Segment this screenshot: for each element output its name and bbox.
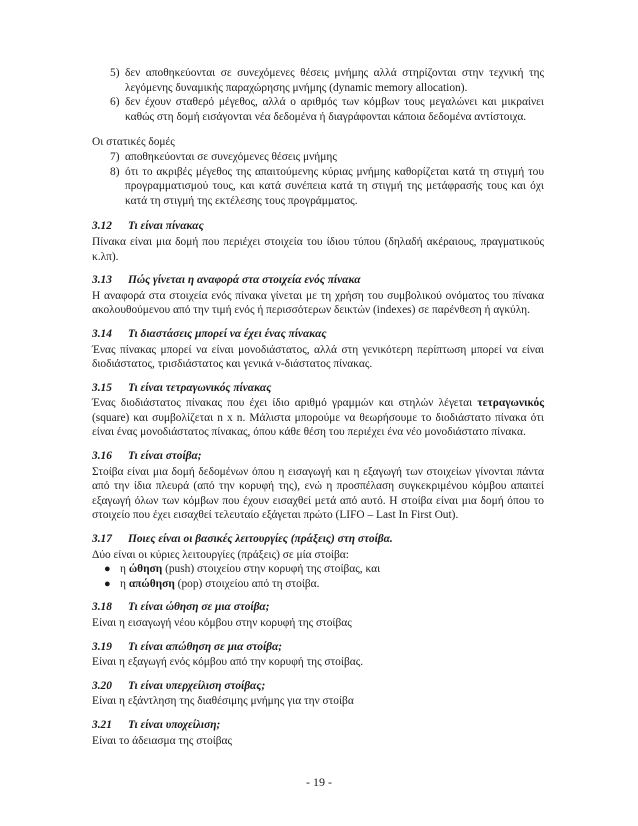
bullet-text: η [120,563,129,576]
section-body: Είναι η εξάντληση της διαθέσιμης μνήμης για την στοίβα [92,695,354,708]
section-title: Πώς γίνεται η αναφορά στα στοιχεία ενός πίνακα [128,274,361,287]
section-number: 3.13 [92,274,112,287]
section-number: 3.17 [92,533,112,546]
list-item [92,95,544,124]
section-title: Τι είναι υπερχείλιση στοίβας; [128,679,266,692]
bullet-dot-icon: ● [104,577,111,590]
section-body: Είναι η εξαγωγή ενός κόμβου από την κορυφή της στοίβας. [92,656,364,669]
section-heading [92,327,544,342]
list-number: 7) [110,150,120,163]
section-heading [92,640,544,655]
section-heading [92,219,544,234]
list-text: δεν έχουν σταθερό μέγεθος, αλλά ο αριθμός των κόμβων τους μεγαλώνει και μικραίνει καθώς στη δομή εισάγονται νέα δεδομένα ή διαγράφονται κάποια δεδομένα αντίστοιχα. [125,96,544,123]
section-body: Δύο είναι οι κύριες λειτουργίες (πράξεις) σε μία στοίβα: [92,548,349,561]
bullet-text: (pop) στοιχείου από τη στοίβα. [174,577,320,590]
term-bold: απώθηση [128,577,175,590]
bullet-item [92,562,544,577]
section-number: 3.21 [92,718,112,731]
list-number: 6) [110,96,120,109]
body-text: (square) και συμβολίζεται n x n. Μάλιστα μπορούμε να θεωρήσουμε το διοδιάστατο πίνακα ότι είναι ένας μονοδιάστατος πίνακας, όπου κάθε θέση του περιέχει ένα νέο μονοδιάστατο πίνακα. [92,411,544,439]
section-heading [92,381,544,396]
list-text: δεν αποθηκεύονται σε συνεχόμενες θέσεις μνήμης αλλά στηρίζονται στην τεχνική της λεγόμενης δυναμικής παραχώρησης μνήμης (dynamic memory allocation). [125,67,544,94]
bullet-text: η [120,577,129,590]
body-text: Ένας διοδιάστατος πίνακας που έχει ίδιο αριθμό γραμμών και στηλών λέγεται [92,397,478,410]
section-number: 3.18 [92,601,112,614]
section-body: Η αναφορά στα στοιχεία ενός πίνακα γίνεται με τη χρήση του συμβολικού ονόματος του πίνακα ακολουθούμενου από την τιμή ενός ή περισσότερων δεικτών (indexes) σε παρένθεση ή αγκύλη. [92,289,544,317]
section-number: 3.14 [92,327,112,340]
list-item [92,150,544,165]
term-bold: τετραγωνικός [477,397,544,410]
list-item [92,165,544,209]
section-title: Ποιες είναι οι βασικές λειτουργίες (πράξεις) στη στοίβα. [128,533,393,546]
section-title: Τι είναι ώθηση σε μια στοίβα; [128,601,270,614]
section-body: Στοίβα είναι μια δομή δεδομένων όπου η εισαγωγή και η εξαγωγή των στοιχείων γίνονται πάντα από την ίδια πλευρά (από την κορυφή της), ενώ η προσπέλαση συγκεκριμένου κόμβου απαιτεί εξαγωγή όλων των κόμβων που έχουν εισαχθεί μετά από αυτό. Η στοίβα είναι μια δομή όπου το στοιχείο που έχει εισαχθεί τελευταίο εξάγεται πρώτο (LIFO – Last In First Out). [92,465,544,522]
list-number: 5) [110,67,120,79]
section-body: Πίνακα είναι μια δομή που περιέχει στοιχεία του ίδιου τύπου (δηλαδή ακέραιους, πραγματικούς κ.λπ). [92,235,544,263]
section-heading [92,273,544,288]
section-title: Τι διαστάσεις μπορεί να έχει ένας πίνακας [128,327,327,340]
section-title: Τι είναι πίνακας [128,220,204,233]
section-body: Ένας πίνακας μπορεί να είναι μονοδιάστατος, αλλά στη γενικότερη περίπτωση μπορεί να είναι διοδιάστατος, τρισδιάστατος και γενικά ν-διάστατος πίνακας. [92,343,544,371]
section-title: Τι είναι υποχείλιση; [128,718,221,731]
section-number: 3.19 [92,640,112,653]
section-title: Τι είναι απώθηση σε μια στοίβα; [128,640,283,653]
section-body [92,396,544,440]
page-number: - 19 - [306,775,332,789]
section-number: 3.16 [92,450,112,463]
page-content [92,66,544,748]
section-number: 3.15 [92,381,112,394]
bullet-dot-icon: ● [104,563,111,576]
bullet-text: (push) στοιχείου στην κορυφή της στοίβας, και [162,563,381,576]
section-heading [92,449,544,464]
section-title: Τι είναι στοίβα; [128,450,202,463]
static-intro: Οι στατικές δομές [92,136,175,149]
section-heading [92,532,544,547]
term-bold: ώθηση [128,563,163,576]
section-title: Τι είναι τετραγωνικός πίνακας [128,381,272,394]
bullet-item [92,577,544,592]
section-heading [92,718,544,733]
section-number: 3.20 [92,679,112,692]
list-number: 8) [110,165,120,178]
section-heading [92,600,544,615]
section-heading [92,679,544,694]
section-body: Είναι το άδειασμα της στοίβας [92,734,233,747]
list-text: αποθηκεύονται σε συνεχόμενες θέσεις μνήμης [125,150,337,163]
section-body: Είναι η εισαγωγή νέου κόμβου στην κορυφή της στοίβας [92,617,352,629]
section-number: 3.12 [92,220,112,233]
list-item [92,66,544,95]
list-text: ότι το ακριβές μέγεθος της απαιτούμενης κύριας μνήμης καθορίζεται κατά τη στιγμή του προγραμματισμού τους, και κατά συνέπεια κατά τη στιγμή της μετάφρασής τους και όχι κατά τη στιγμή της εκτέλεσης τους προγράμματος. [125,165,544,207]
